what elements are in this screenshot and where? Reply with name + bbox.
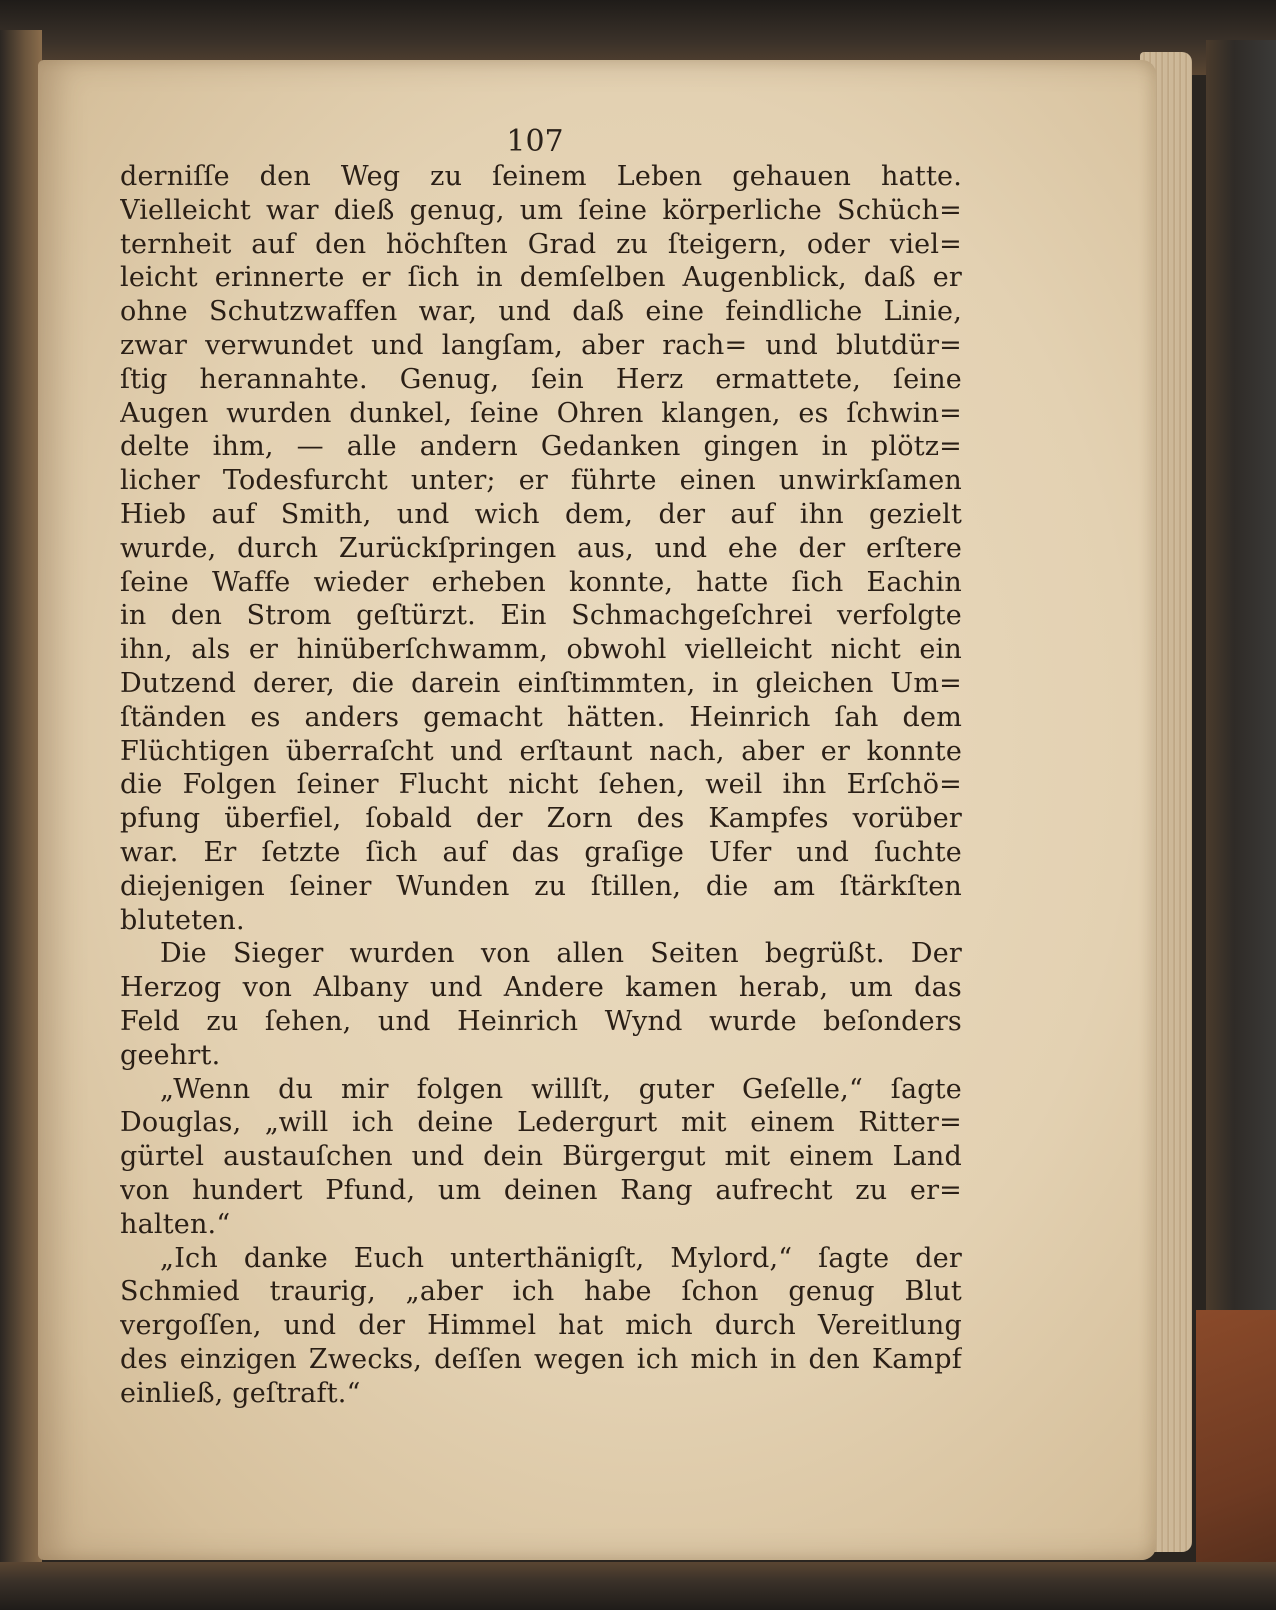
text-line: geehrt. — [120, 1039, 221, 1071]
text-line: ternheit auf den höchſten Grad zu ſteigern, oder viel= — [120, 228, 962, 260]
text-line: derniſſe den Weg zu ſeinem Leben gehauen hatte. — [120, 161, 962, 192]
text-line: wurde, durch Zurückſpringen aus, und ehe der erſtere — [120, 532, 962, 564]
text-line: leicht erinnerte er ſich in demſelben Augenblick, daß er — [120, 262, 962, 294]
page-text — [120, 160, 962, 1410]
text-line: die Folgen ſeiner Flucht nicht ſehen, weil ihn Erſchö= — [120, 769, 962, 801]
text-line: Douglas, „will ich deine Ledergurt mit einem Ritter= — [120, 1107, 962, 1139]
text-line: ſtig herannahte. Genug, ſein Herz ermattete, ſeine — [120, 363, 962, 395]
text-line: ihn, als er hinüberſchwamm, obwohl vielleicht nicht ein — [120, 634, 962, 666]
text-line: „Wenn du mir folgen willſt, guter Geſelle,“ ſagte — [160, 1073, 962, 1105]
text-line: vergoſſen, und der Himmel hat mich durch Vereitlung — [120, 1310, 962, 1342]
text-line: gürtel austauſchen und dein Bürgergut mit einem Land — [120, 1141, 962, 1173]
text-line: ſeine Waffe wieder erheben konnte, hatte ſich Eachin — [120, 566, 962, 598]
text-line: diejenigen ſeiner Wunden zu ſtillen, die am ſtärkſten — [120, 870, 962, 902]
page-number: 107 — [506, 124, 564, 159]
text-line: Feld zu ſehen, und Heinrich Wynd wurde beſonders — [120, 1005, 962, 1037]
text-line: ohne Schutzwaffen war, und daß eine feindliche Linie, — [120, 296, 962, 328]
text-line: Augen wurden dunkel, ſeine Ohren klangen, es ſchwin= — [120, 397, 962, 429]
text-line: des einzigen Zwecks, deſſen wegen ich mich in den Kampf — [120, 1343, 962, 1375]
text-line: Dutzend derer, die darein einſtimmten, in gleichen Um= — [120, 667, 962, 699]
text-line: Vielleicht war dieß genug, um ſeine körperliche Schüch= — [120, 194, 962, 226]
text-line: zwar verwundet und langſam, aber rach= und blutdür= — [120, 329, 962, 361]
text-line: delte ihm, — alle andern Gedanken gingen in plötz= — [120, 431, 962, 463]
book-spine — [0, 30, 42, 1610]
text-line: bluteten. — [120, 904, 245, 936]
text-line: einließ, geſtraft.“ — [120, 1377, 361, 1409]
text-line: Die Sieger wurden von allen Seiten begrüßt. Der — [160, 938, 962, 970]
text-line: pfung überfiel, ſobald der Zorn des Kampfes vorüber — [120, 803, 962, 835]
text-line: „Ich danke Euch unterthänigſt, Mylord,“ ſagte der — [160, 1242, 962, 1274]
book-cover-bottom — [0, 1562, 1276, 1610]
text-line: halten.“ — [120, 1208, 231, 1240]
text-line: licher Todesfurcht unter; er führte einen unwirkſamen — [120, 465, 962, 497]
text-line: Schmied traurig, „aber ich habe ſchon genug Blut — [120, 1276, 962, 1308]
text-line: von hundert Pfund, um deinen Rang aufrecht zu er= — [120, 1174, 962, 1206]
text-line: Herzog von Albany und Andere kamen herab, um das — [120, 972, 962, 1004]
text-line: ſtänden es anders gemacht hätten. Heinrich ſah dem — [120, 701, 962, 733]
text-line: war. Er ſetzte ſich auf das graſige Ufer und ſuchte — [120, 836, 962, 868]
text-line: Hieb auf Smith, und wich dem, der auf ihn gezielt — [120, 498, 962, 530]
text-line: in den Strom geſtürzt. Ein Schmachgeſchrei verfolgte — [120, 600, 962, 632]
text-line: Flüchtigen überraſcht und erſtaunt nach, aber er konnte — [120, 735, 962, 767]
